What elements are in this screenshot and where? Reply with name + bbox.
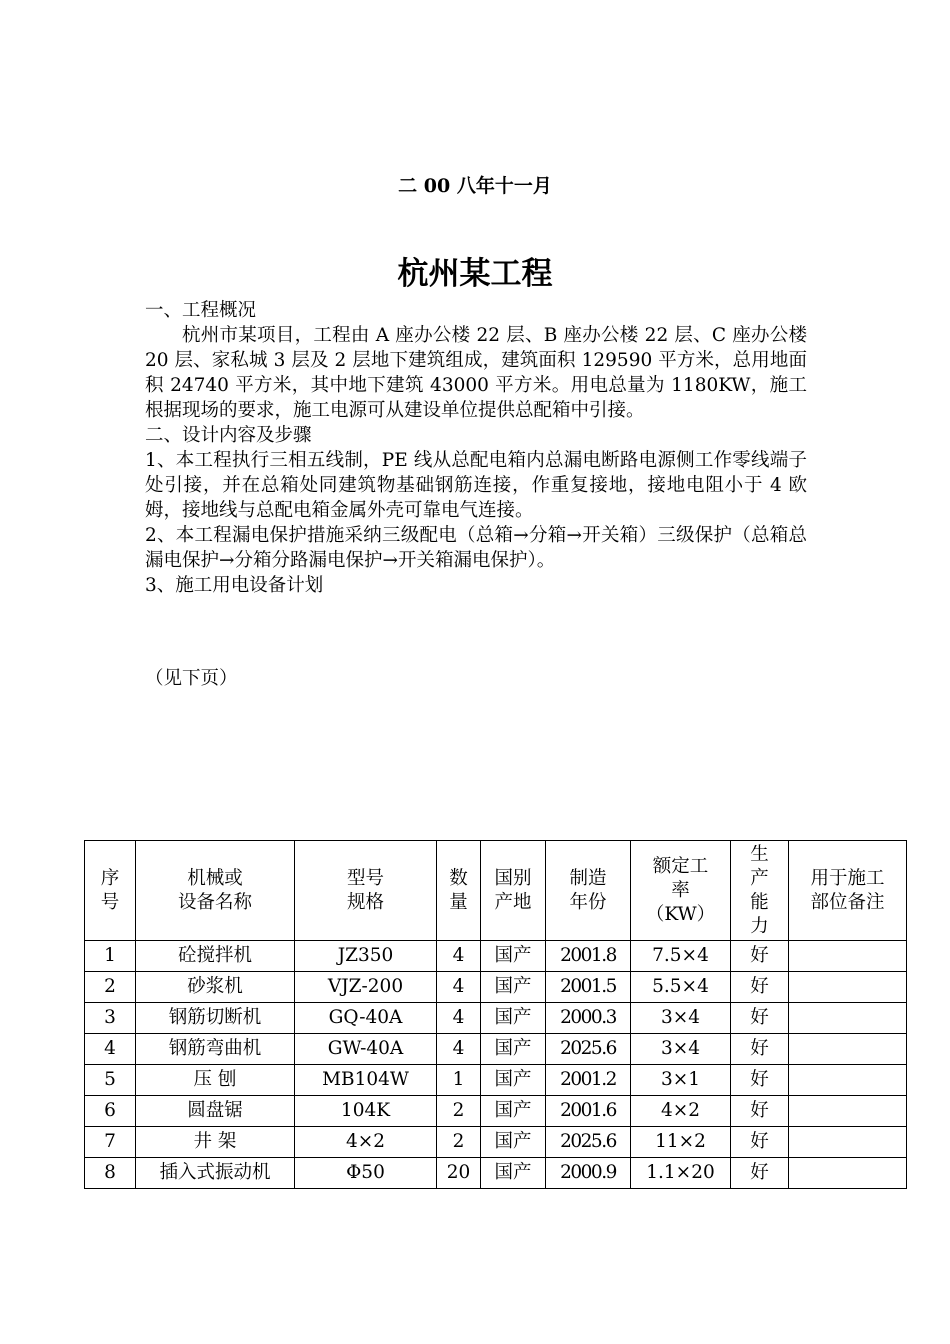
cell-power: 3×1	[631, 1065, 731, 1096]
header-name: 机械或 设备名称	[136, 841, 295, 941]
header-capacity: 生 产 能 力	[731, 841, 789, 941]
cell-qty: 4	[437, 1034, 481, 1065]
cell-usage	[789, 1096, 907, 1127]
header-usage: 用于施工 部位备注	[789, 841, 907, 941]
cell-power: 1.1×20	[631, 1158, 731, 1189]
cell-capacity: 好	[731, 1034, 789, 1065]
cell-model: JZ350	[295, 941, 437, 972]
cell-year: 2001.6	[546, 1096, 631, 1127]
cell-qty: 20	[437, 1158, 481, 1189]
cell-usage	[789, 1003, 907, 1034]
header-seq: 序 号	[85, 841, 136, 941]
table-row	[85, 1158, 907, 1189]
header-qty: 数 量	[437, 841, 481, 941]
cell-name: 插入式振动机	[136, 1158, 295, 1189]
cell-model: 104K	[295, 1096, 437, 1127]
cell-capacity: 好	[731, 1127, 789, 1158]
cell-power: 3×4	[631, 1003, 731, 1034]
header-model: 型号 规格	[295, 841, 437, 941]
cell-name: 钢筋切断机	[136, 1003, 295, 1034]
cell-seq: 3	[85, 1003, 136, 1034]
cell-power: 4×2	[631, 1096, 731, 1127]
see-next-page-note: （见下页）	[145, 668, 238, 689]
cell-qty: 4	[437, 1003, 481, 1034]
cell-capacity: 好	[731, 972, 789, 1003]
cell-usage	[789, 1065, 907, 1096]
section-2-item-2: 2、本工程漏电保护措施采纳三级配电（总箱→分箱→开关箱）三级保护（总箱总漏电保护→分箱分路漏电保护→开关箱漏电保护）。	[145, 525, 807, 571]
table-row	[85, 1127, 907, 1158]
cell-power: 7.5×4	[631, 941, 731, 972]
cell-usage	[789, 972, 907, 1003]
cell-power: 5.5×4	[631, 972, 731, 1003]
document-title: 杭州某工程	[397, 256, 553, 292]
cell-seq: 5	[85, 1065, 136, 1096]
section-2-item-3: 3、施工用电设备计划	[145, 575, 324, 596]
header-origin: 国别 产地	[481, 841, 546, 941]
header-year: 制造 年份	[546, 841, 631, 941]
cell-year: 2001.5	[546, 972, 631, 1003]
cell-name: 砼搅拌机	[136, 941, 295, 972]
equipment-table	[84, 840, 907, 1189]
table-header-row	[85, 841, 907, 941]
cell-capacity: 好	[731, 1158, 789, 1189]
cell-year: 2025.6	[546, 1034, 631, 1065]
cell-model: GQ-40A	[295, 1003, 437, 1034]
table-row	[85, 1034, 907, 1065]
cell-qty: 2	[437, 1127, 481, 1158]
cell-year: 2000.3	[546, 1003, 631, 1034]
table-row	[85, 1003, 907, 1034]
cell-origin: 国产	[481, 1096, 546, 1127]
section-2-heading: 二、设计内容及步骤	[145, 425, 312, 446]
cell-seq: 1	[85, 941, 136, 972]
cell-power: 3×4	[631, 1034, 731, 1065]
cell-year: 2000.9	[546, 1158, 631, 1189]
cell-qty: 4	[437, 941, 481, 972]
cell-usage	[789, 1127, 907, 1158]
cell-origin: 国产	[481, 1034, 546, 1065]
cell-qty: 1	[437, 1065, 481, 1096]
cell-capacity: 好	[731, 1065, 789, 1096]
cell-capacity: 好	[731, 941, 789, 972]
cell-model: Φ50	[295, 1158, 437, 1189]
document-body	[145, 298, 807, 598]
table-row	[85, 1096, 907, 1127]
cell-year: 2025.6	[546, 1127, 631, 1158]
cell-qty: 4	[437, 972, 481, 1003]
cell-seq: 7	[85, 1127, 136, 1158]
section-2-item-1: 1、本工程执行三相五线制，PE 线从总配电箱内总漏电断路电源侧工作零线端子处引接，并在总箱处同建筑物基础钢筋连接，作重复接地，接地电阻小于 4 欧姆，接地线与总配电箱金属外壳可靠电气连接。	[145, 450, 807, 521]
section-1-paragraph: 杭州市某项目，工程由 A 座办公楼 22 层、B 座办公楼 22 层、C 座办公楼 20 层、家私城 3 层及 2 层地下建筑组成，建筑面积 129590 平方米，总用地面积 24740 平方米，其中地下建筑 43000 平方米。用电总量为 1180KW，施工根据现场的要求，施工电源可从建设单位提供总配箱中引接。	[145, 325, 807, 421]
cell-name: 圆盘锯	[136, 1096, 295, 1127]
cell-origin: 国产	[481, 1003, 546, 1034]
cell-model: VJZ-200	[295, 972, 437, 1003]
cell-seq: 8	[85, 1158, 136, 1189]
cell-usage	[789, 941, 907, 972]
cell-usage	[789, 1034, 907, 1065]
cell-capacity: 好	[731, 1096, 789, 1127]
cell-qty: 2	[437, 1096, 481, 1127]
cell-year: 2001.2	[546, 1065, 631, 1096]
cell-origin: 国产	[481, 1158, 546, 1189]
cell-usage	[789, 1158, 907, 1189]
cell-year: 2001.8	[546, 941, 631, 972]
cell-model: GW-40A	[295, 1034, 437, 1065]
header-power: 额定工 率 （KW）	[631, 841, 731, 941]
table-row	[85, 941, 907, 972]
cell-origin: 国产	[481, 1065, 546, 1096]
cell-origin: 国产	[481, 972, 546, 1003]
table-row	[85, 1065, 907, 1096]
section-1-heading: 一、工程概况	[145, 300, 257, 321]
cell-model: 4×2	[295, 1127, 437, 1158]
cell-power: 11×2	[631, 1127, 731, 1158]
cell-name: 压 刨	[136, 1065, 295, 1096]
cell-seq: 2	[85, 972, 136, 1003]
cell-model: MB104W	[295, 1065, 437, 1096]
document-date: 二 00 八年十一月	[398, 175, 552, 197]
cell-capacity: 好	[731, 1003, 789, 1034]
cell-seq: 6	[85, 1096, 136, 1127]
cell-name: 钢筋弯曲机	[136, 1034, 295, 1065]
cell-origin: 国产	[481, 1127, 546, 1158]
cell-name: 砂浆机	[136, 972, 295, 1003]
cell-origin: 国产	[481, 941, 546, 972]
table-row	[85, 972, 907, 1003]
cell-name: 井 架	[136, 1127, 295, 1158]
cell-seq: 4	[85, 1034, 136, 1065]
